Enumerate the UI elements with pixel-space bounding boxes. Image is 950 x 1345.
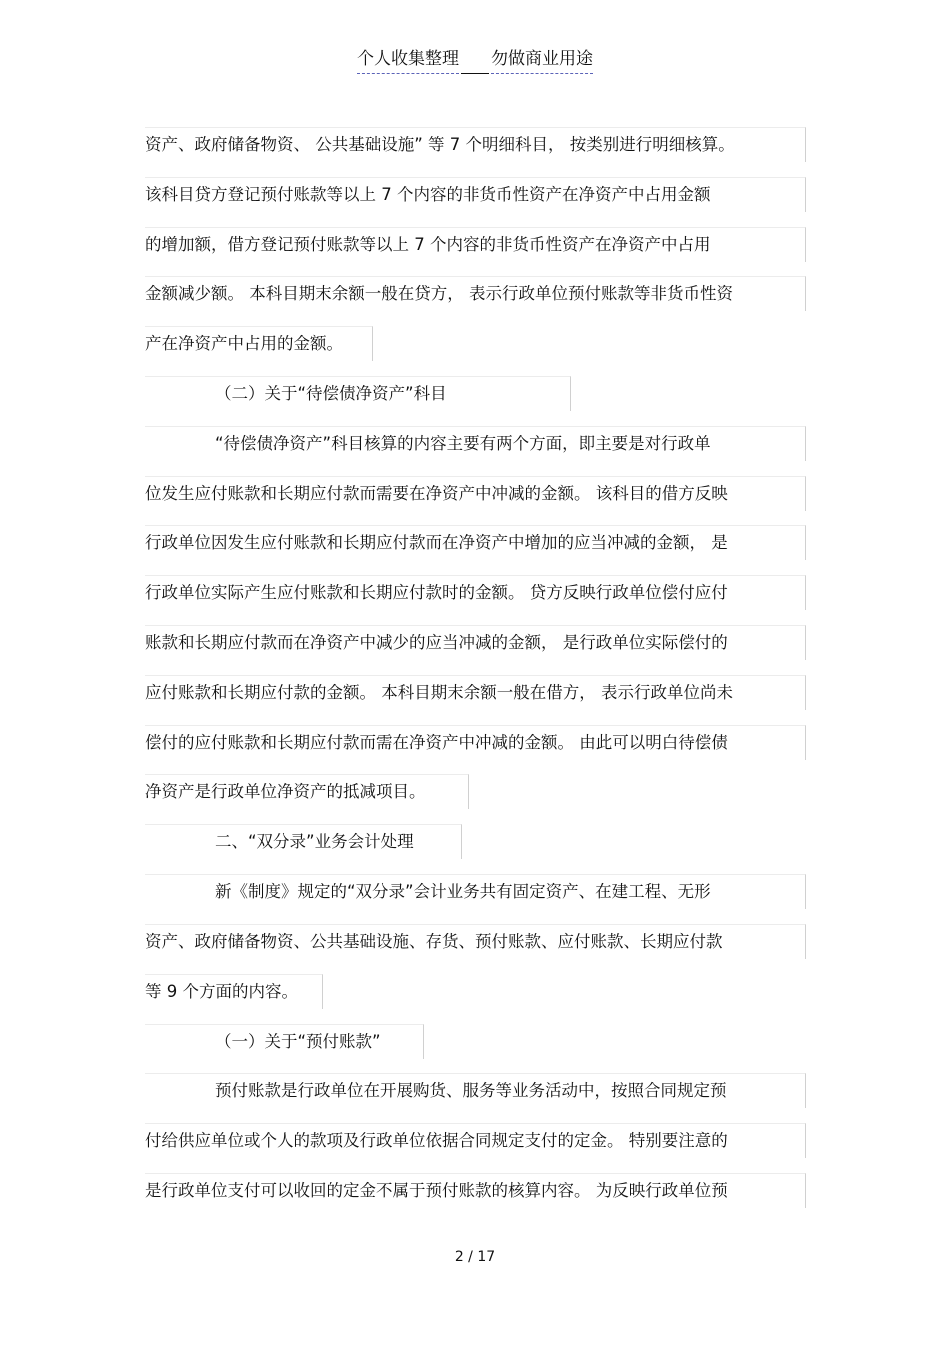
text-line: 付给供应单位或个人的款项及行政单位依据合同规定支付的定金。 特别要注意的 [145,1123,806,1158]
text-line: 的增加额，借方登记预付账款等以上 7 个内容的非货币性资产在净资产中占用 [145,227,806,262]
text-line: 新《制度》规定的“双分录”会计业务共有固定资产、在建工程、无形 [145,874,806,909]
text-line: 位发生应付账款和长期应付款而需要在净资产中冲减的金额。 该科目的借方反映 [145,476,806,511]
section-heading: （一）关于“预付账款” [145,1024,424,1059]
text-line: 金额减少额。 本科目期末余额一般在贷方， 表示行政单位预付账款等非货币性资 [145,276,806,311]
text-line: 等 9 个方面的内容。 [145,974,323,1009]
text-line: 资产、政府储备物资、 公共基础设施” 等 7 个明细科目， 按类别进行明细核算。 [145,127,806,162]
text-line: 行政单位实际产生应付账款和长期应付款时的金额。 贷方反映行政单位偿付应付 [145,575,806,610]
header-right-text: 勿做商业用途 [491,46,593,74]
text-line: “待偿债净资产”科目核算的内容主要有两个方面，即主要是对行政单 [145,426,806,461]
text-line: 净资产是行政单位净资产的抵减项目。 [145,774,469,809]
header-separator [461,59,489,74]
text-line: 该科目贷方登记预付账款等以上 7 个内容的非货币性资产在净资产中占用金额 [145,177,806,212]
section-heading: （二）关于“待偿债净资产”科目 [145,376,571,411]
text-line: 产在净资产中占用的金额。 [145,326,373,361]
text-line: 资产、政府储备物资、公共基础设施、存货、预付账款、应付账款、长期应付款 [145,924,806,959]
text-line: 行政单位因发生应付账款和长期应付款而在净资产中增加的应当冲减的金额， 是 [145,525,806,560]
text-line: 偿付的应付账款和长期应付款而需在净资产中冲减的金额。 由此可以明白待偿债 [145,725,806,760]
section-heading: 二、“双分录”业务会计处理 [145,824,462,859]
text-line: 是行政单位支付可以收回的定金不属于预付账款的核算内容。 为反映行政单位预 [145,1173,806,1208]
text-line: 应付账款和长期应付款的金额。 本科目期末余额一般在借方， 表示行政单位尚未 [145,675,806,710]
header-left-text: 个人收集整理 [357,46,459,74]
text-line: 预付账款是行政单位在开展购货、服务等业务活动中，按照合同规定预 [145,1073,806,1108]
text-line: 账款和长期应付款而在净资产中减少的应当冲减的金额， 是行政单位实际偿付的 [145,625,806,660]
page-header [0,46,950,74]
page-number: 2 / 17 [454,1249,496,1265]
